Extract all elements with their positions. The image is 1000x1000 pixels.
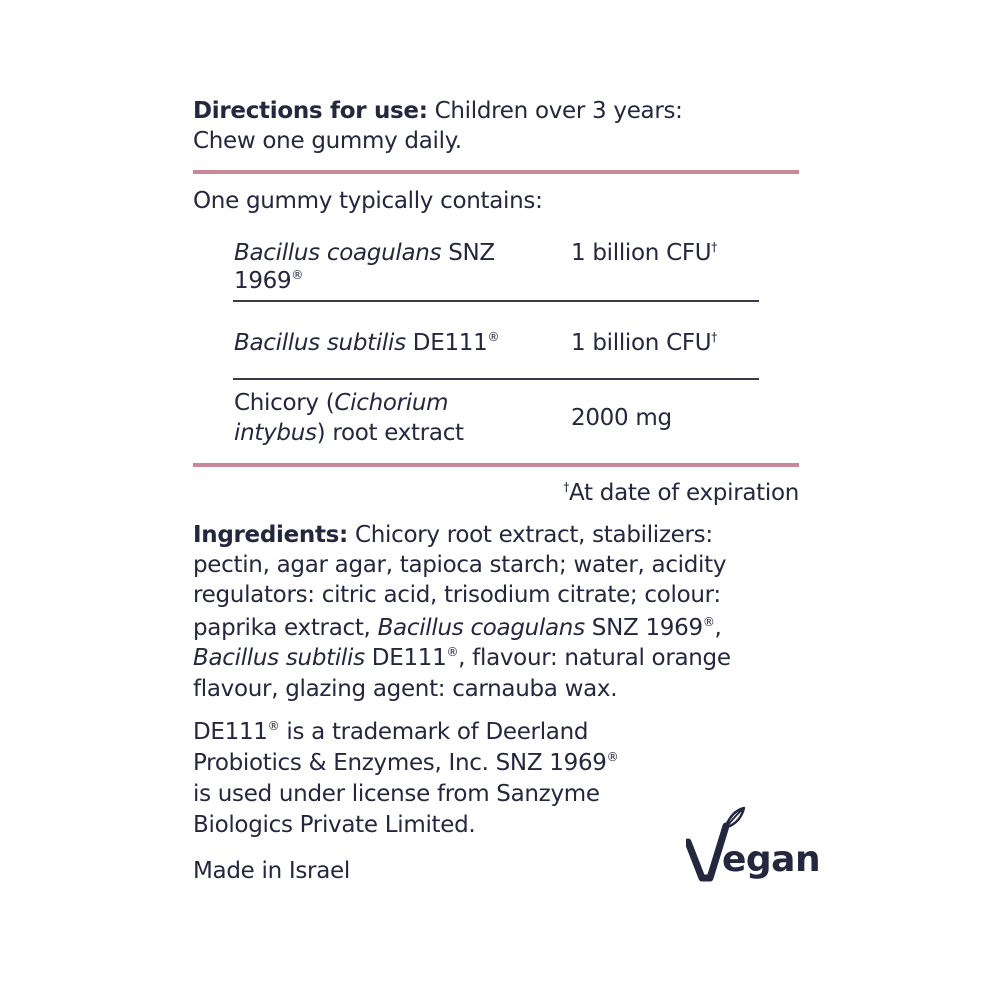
row1-strain-year: 1969 <box>234 268 292 294</box>
ingredients-line4-tail: , <box>714 615 722 641</box>
ingredients-line-6: flavour, glazing agent: carnauba wax. <box>193 676 618 702</box>
contents-intro: One gummy typically contains: <box>193 188 543 214</box>
row1-species: Bacillus coagulans <box>234 240 442 266</box>
row3-species: intybus <box>234 420 317 446</box>
ingredients-line4-species: Bacillus coagulans <box>377 615 585 641</box>
trademark-line1-post: is a trademark of Deerland <box>279 719 589 745</box>
ingredients-line-4 <box>193 613 722 643</box>
trademark-line2-pre: Probiotics & Enzymes, Inc. SNZ 1969 <box>193 750 607 776</box>
footnote <box>563 478 799 508</box>
ingredients-line-2: pectin, agar agar, tapioca starch; water, acidity <box>193 552 727 578</box>
table-row-3-name-line2 <box>234 418 464 448</box>
trademark-line-1 <box>193 717 588 747</box>
table-row-2-amount <box>571 328 717 358</box>
row2-registered-mark: ® <box>487 330 500 344</box>
accent-divider-top <box>193 170 799 174</box>
trademark-line1-pre: DE111 <box>193 719 268 745</box>
ingredients-line-1 <box>193 520 713 550</box>
ingredients-line4-reg: ® <box>702 615 715 629</box>
table-row-1-name-line2 <box>234 266 303 296</box>
row2-dagger: † <box>711 330 717 344</box>
table-row-3-name <box>234 388 448 418</box>
ingredients-line-3: regulators: citric acid, trisodium citrate; colour: <box>193 582 721 608</box>
footnote-text: At date of expiration <box>569 480 799 506</box>
table-divider-2 <box>233 378 759 380</box>
directions-line-2: Chew one gummy daily. <box>193 128 462 154</box>
origin-text: Made in Israel <box>193 858 350 884</box>
table-row-1-name <box>234 238 495 268</box>
row1-registered-mark: ® <box>291 268 304 282</box>
row3-genus: Cichorium <box>334 390 449 416</box>
row1-amount-value: 1 billion CFU <box>571 240 712 266</box>
trademark-line-2 <box>193 748 618 778</box>
row3-name-rest: ) root extract <box>316 420 464 446</box>
directions-text-1: Children over 3 years: <box>434 98 683 124</box>
row2-species: Bacillus subtilis <box>234 330 406 356</box>
directions-label: Directions for use: <box>193 98 428 124</box>
table-row-1-amount <box>571 238 717 268</box>
ingredients-label: Ingredients: <box>193 522 348 548</box>
vegan-badge-text: egan <box>722 839 821 880</box>
row1-strain: SNZ <box>441 240 495 266</box>
row2-amount-value: 1 billion CFU <box>571 330 712 356</box>
directions-line-1 <box>193 96 683 126</box>
ingredients-line-5 <box>193 643 731 673</box>
ingredients-line4-strain: SNZ 1969 <box>584 615 703 641</box>
footnote-dagger: † <box>563 480 570 494</box>
row2-strain: DE111 <box>405 330 488 356</box>
table-row-2-name <box>234 328 499 358</box>
accent-divider-bottom <box>193 463 799 467</box>
table-divider-1 <box>233 300 759 302</box>
ingredients-line5-strain: DE111 <box>364 645 447 671</box>
trademark-line1-reg: ® <box>267 719 280 733</box>
trademark-line-3: is used under license from Sanzyme <box>193 781 600 807</box>
ingredients-text-1: Chicory root extract, stabilizers: <box>354 522 713 548</box>
trademark-line2-reg: ® <box>606 750 619 764</box>
row1-dagger: † <box>711 240 717 254</box>
row3-name-pre: Chicory ( <box>234 390 335 416</box>
ingredients-line4-pre: paprika extract, <box>193 615 378 641</box>
ingredients-line5-species: Bacillus subtilis <box>193 645 365 671</box>
ingredients-line5-tail: , flavour: natural orange <box>458 645 731 671</box>
table-row-3-amount: 2000 mg <box>571 405 672 431</box>
trademark-line-4: Biologics Private Limited. <box>193 812 476 838</box>
ingredients-line5-reg: ® <box>446 645 459 659</box>
